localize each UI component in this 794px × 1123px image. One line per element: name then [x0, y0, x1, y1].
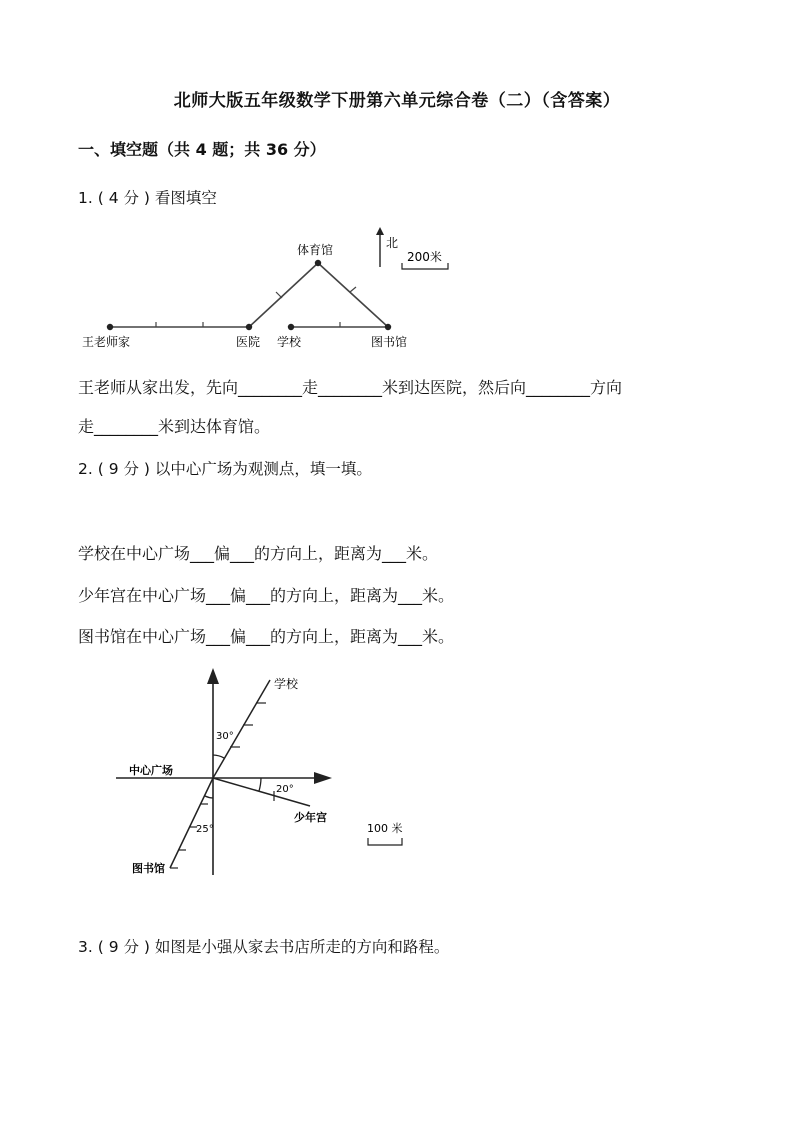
tick-mark	[350, 287, 356, 292]
library-label: 图书馆	[132, 862, 165, 875]
school-ray	[213, 680, 270, 778]
library-label: 图书馆	[371, 335, 408, 349]
palace-angle-arc	[259, 778, 261, 791]
q2-fill-line-3: 图书馆在中心广场___偏___的方向上，距离为___米。	[78, 627, 455, 646]
scale-bar	[368, 838, 402, 845]
library-angle-label: 25°	[196, 824, 214, 835]
hospital-label: 医院	[236, 335, 261, 349]
palace-label: 少年宫	[294, 811, 327, 824]
section-heading: 一、填空题（共 4 题；共 36 分）	[78, 140, 326, 159]
scale-label: 200米	[407, 250, 442, 264]
school-label: 学校	[277, 335, 302, 349]
north-label: 北	[386, 236, 399, 250]
home-label: 王老师家	[82, 335, 131, 349]
home-point	[107, 324, 113, 330]
school-angle-label: 30°	[216, 731, 234, 742]
q2-fill-line-1: 学校在中心广场___偏___的方向上，距离为___米。	[78, 544, 439, 563]
question-3-header: 3. ( 9 分 ) 如图是小强从家去书店所走的方向和路程。	[78, 938, 450, 956]
stadium-label: 体育馆	[297, 243, 334, 257]
school-label: 学校	[274, 677, 299, 691]
stadium-point	[315, 260, 321, 266]
palace-angle-label: 20°	[276, 784, 294, 795]
page-title: 北师大版五年级数学下册第六单元综合卷（二）（含答案）	[173, 91, 621, 111]
scale-label: 100 米	[367, 822, 403, 835]
q2-direction-diagram	[100, 660, 460, 890]
palace-ray	[213, 778, 310, 806]
north-arrowhead-icon	[376, 227, 384, 235]
question-1-header: 1. ( 4 分 ) 看图填空	[78, 189, 217, 207]
hospital-stadium-segment	[249, 263, 318, 327]
library-angle-arc	[205, 796, 213, 798]
library-point	[385, 324, 391, 330]
question-2-header: 2. ( 9 分 ) 以中心广场为观测点，填一填。	[78, 460, 372, 478]
center-label: 中心广场	[129, 764, 173, 777]
school-point	[288, 324, 294, 330]
tick-mark	[276, 292, 282, 298]
q1-fill-line-1: 王老师从家出发，先向________走________米到达医院，然后向________方向	[78, 378, 623, 397]
hospital-point	[246, 324, 252, 330]
stadium-library-segment	[318, 263, 388, 327]
q1-fill-line-2: 走________米到达体育馆。	[78, 417, 271, 436]
q2-fill-line-2: 少年宫在中心广场___偏___的方向上，距离为___米。	[78, 586, 455, 605]
east-axis-arrowhead-icon	[314, 772, 332, 784]
q1-route-diagram	[0, 225, 794, 355]
school-angle-arc	[213, 755, 224, 758]
library-ray	[170, 778, 213, 868]
north-axis-arrowhead-icon	[207, 668, 219, 684]
